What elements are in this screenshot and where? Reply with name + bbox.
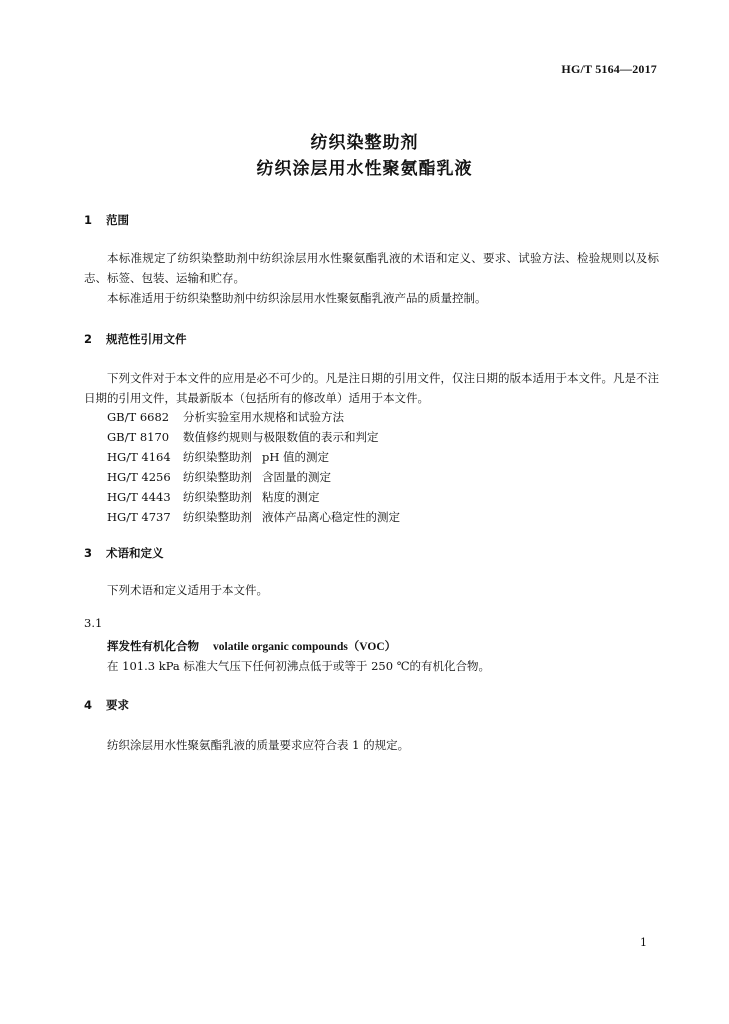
reference-item <box>107 467 331 487</box>
section-title: 术语和定义 <box>106 546 164 560</box>
reference-title: 液体产品离心稳定性的测定 <box>262 510 400 524</box>
section-1-paragraph-1: 本标准规定了纺织染整助剂中纺织涂层用水性聚氨酯乳液的术语和定义、要求、试验方法、检验规则以及标志、标签、包装、运输和贮存。 <box>84 251 659 285</box>
section-2-heading <box>84 331 187 347</box>
section-number: 4 <box>84 698 93 712</box>
reference-category: 纺织染整助剂 <box>183 510 252 524</box>
section-3-intro: 下列术语和定义适用于本文件。 <box>107 583 268 597</box>
term-chinese: 挥发性有机化合物 <box>107 639 199 653</box>
reference-title: 分析实验室用水规格和试验方法 <box>183 410 344 424</box>
reference-category: 纺织染整助剂 <box>183 470 252 484</box>
standard-code: HG/T 5164—2017 <box>561 62 657 76</box>
reference-code: HG/T 4443 <box>107 490 171 504</box>
reference-item <box>107 487 320 507</box>
section-2-intro: 下列文件对于本文件的应用是必不可少的。凡是注日期的引用文件，仅注日期的版本适用于本文件。凡是不注日期的引用文件，其最新版本（包括所有的修改单）适用于本文件。 <box>84 371 659 405</box>
section-4-heading <box>84 697 129 713</box>
section-number: 1 <box>84 213 93 227</box>
reference-title: 数值修约规则与极限数值的表示和判定 <box>183 430 379 444</box>
reference-title: 粘度的测定 <box>262 490 320 504</box>
term-english: volatile organic compounds（VOC） <box>213 641 397 653</box>
section-title: 规范性引用文件 <box>106 332 187 346</box>
reference-item <box>107 427 379 447</box>
section-title: 范围 <box>106 213 129 227</box>
title-line-2: 纺织涂层用水性聚氨酯乳液 <box>256 159 473 179</box>
section-1-heading <box>84 212 129 228</box>
term-number: 3.1 <box>84 616 103 630</box>
reference-code: GB/T 6682 <box>107 410 170 424</box>
reference-item <box>107 507 400 527</box>
reference-title: pH 值的测定 <box>262 450 330 464</box>
section-number: 2 <box>84 332 93 346</box>
reference-title: 含固量的测定 <box>262 470 331 484</box>
reference-item <box>107 447 329 467</box>
term-definition: 在 101.3 kPa 标准大气压下任何初沸点低于或等于 250 ℃的有机化合物。 <box>107 659 491 673</box>
reference-code: GB/T 8170 <box>107 430 170 444</box>
page-number: 1 <box>640 936 647 949</box>
section-3-heading <box>84 545 164 561</box>
reference-code: HG/T 4164 <box>107 450 171 464</box>
section-title: 要求 <box>106 698 129 712</box>
reference-code: HG/T 4737 <box>107 510 171 524</box>
reference-item <box>107 407 344 427</box>
reference-code: HG/T 4256 <box>107 470 171 484</box>
section-1-paragraph-2: 本标准适用于纺织染整助剂中纺织涂层用水性聚氨酯乳液产品的质量控制。 <box>107 291 487 305</box>
reference-category: 纺织染整助剂 <box>183 450 252 464</box>
reference-category: 纺织染整助剂 <box>183 490 252 504</box>
title-line-1: 纺织染整助剂 <box>310 133 419 153</box>
section-4-paragraph-1: 纺织涂层用水性聚氨酯乳液的质量要求应符合表 1 的规定。 <box>107 738 410 752</box>
section-number: 3 <box>84 546 93 560</box>
term-entry <box>107 636 396 657</box>
